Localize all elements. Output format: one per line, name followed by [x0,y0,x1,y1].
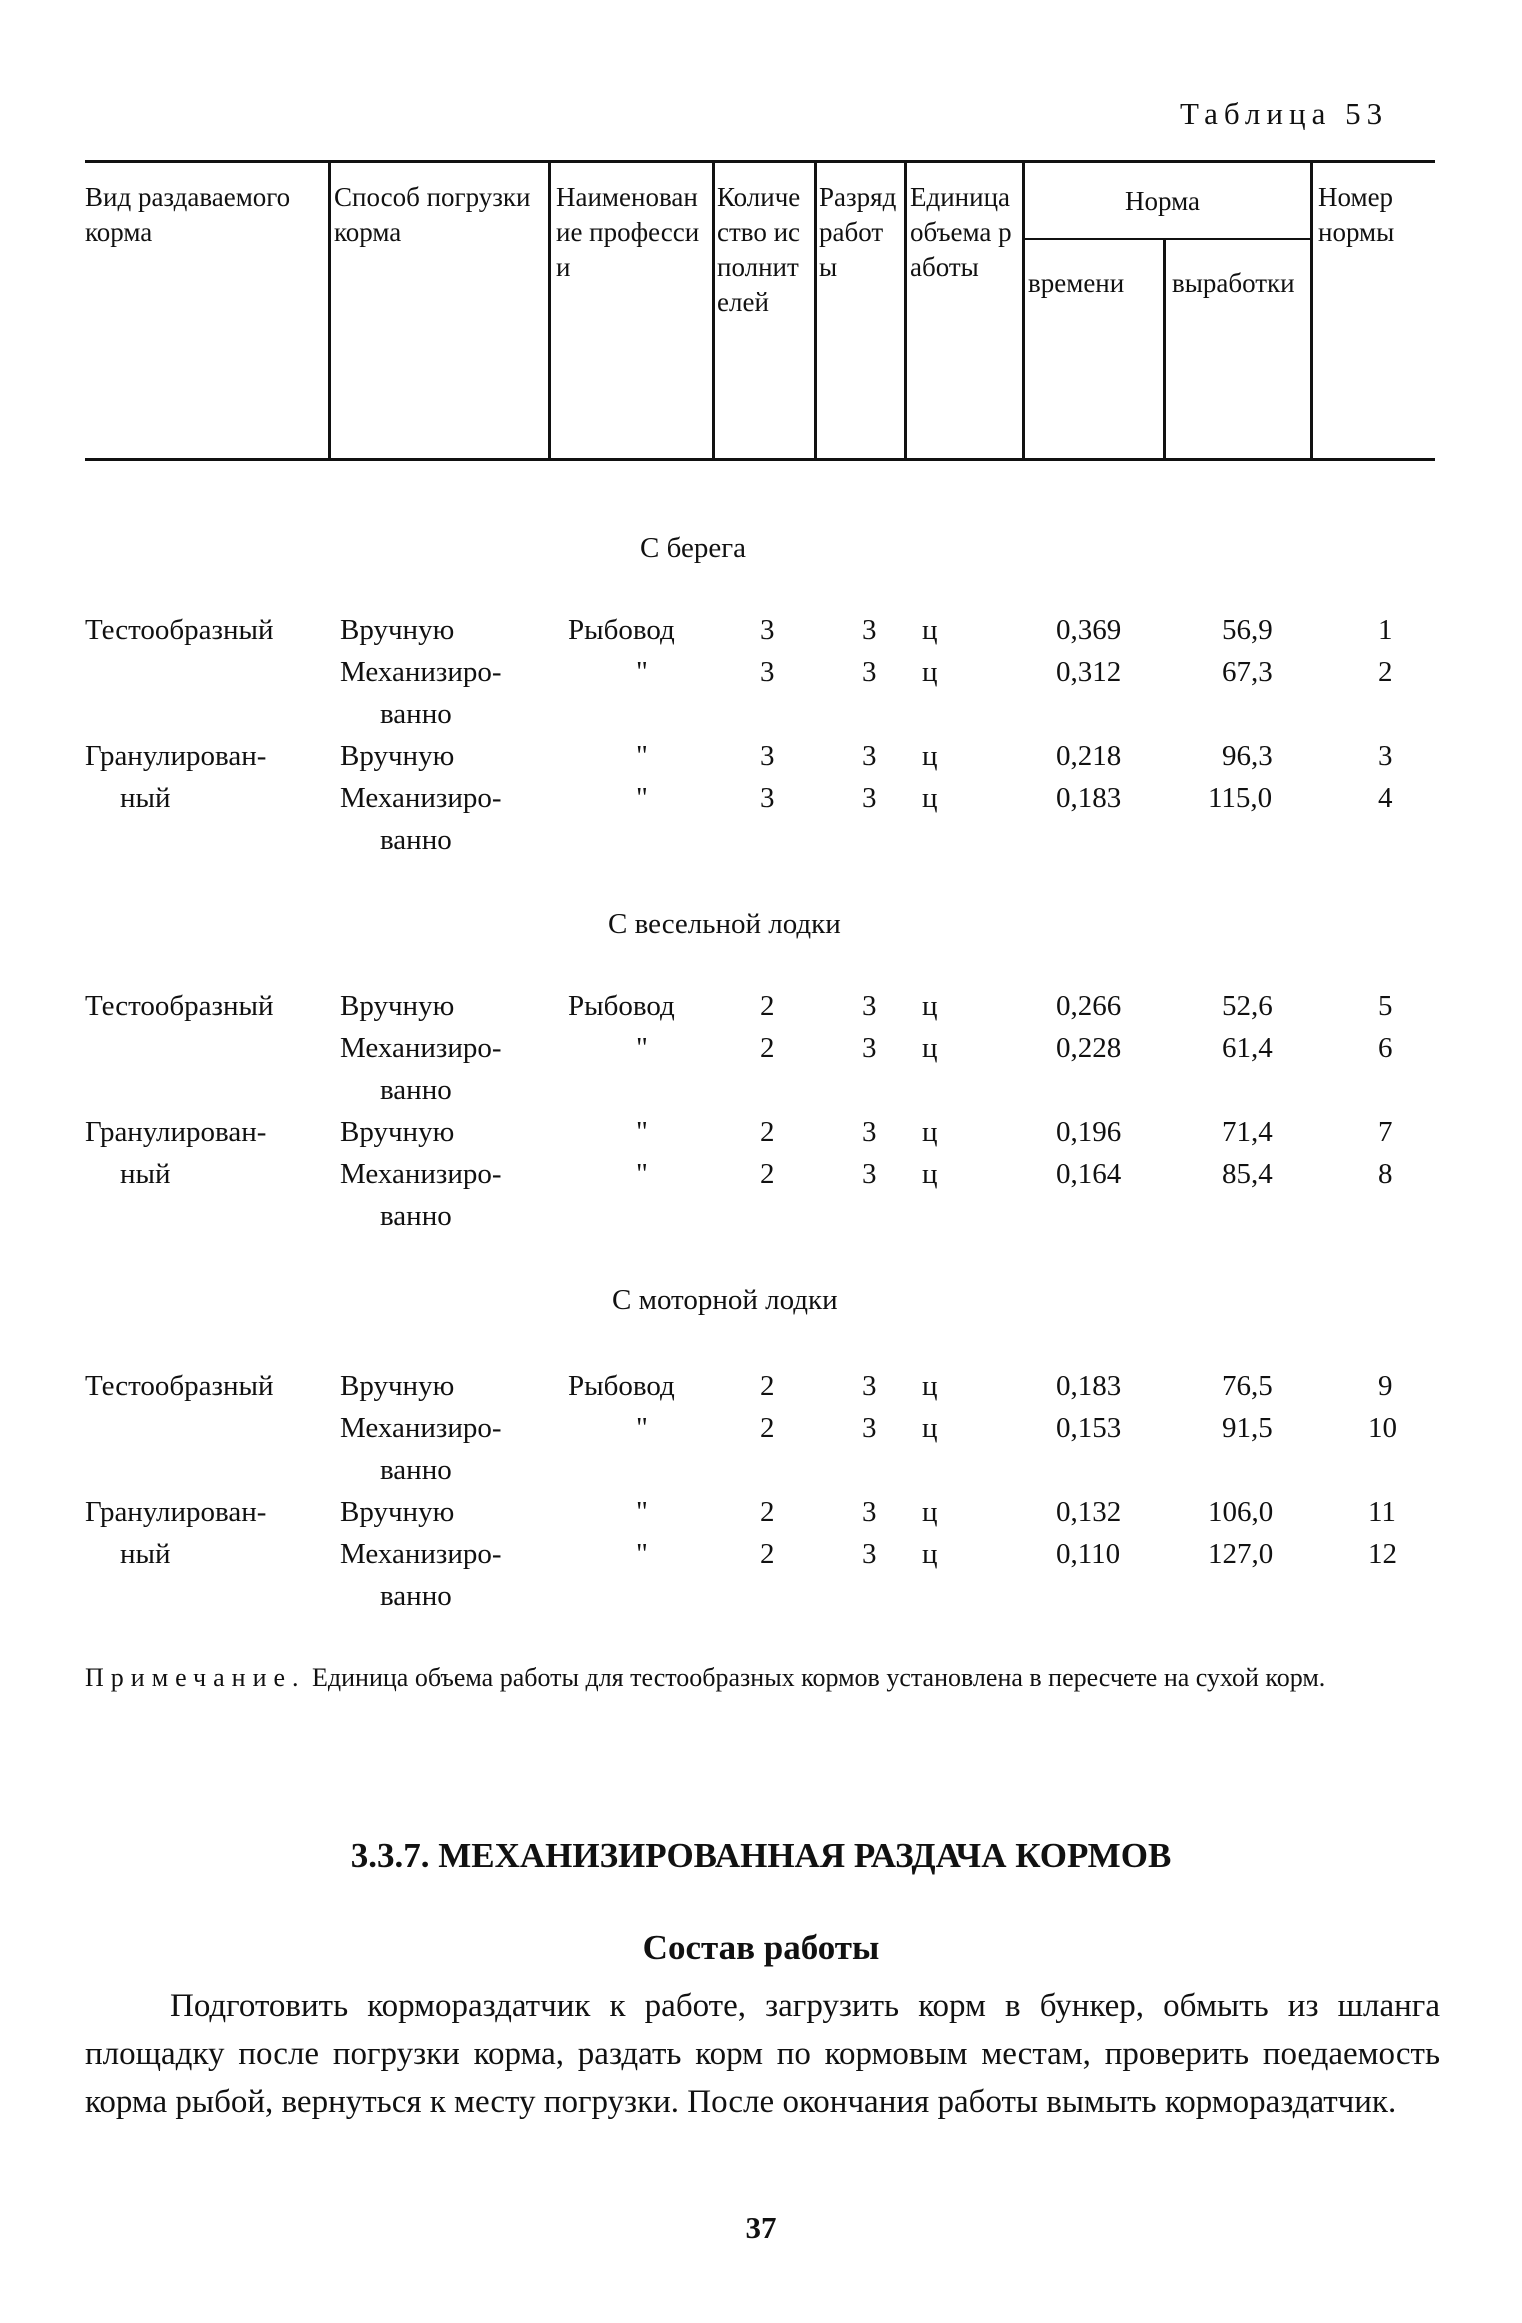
cell-method: Вручную [340,990,455,1022]
cell-count: 3 [760,740,775,772]
cell-output: 106,0 [1208,1496,1274,1528]
cell-grade: 3 [862,1370,877,1402]
cell-method: Вручную [340,1116,455,1148]
cell-feed: Гранулирован- [85,1116,267,1148]
header-count: Количество исполнителей [717,182,801,317]
cell-norm-no: 7 [1378,1116,1393,1148]
cell-output: 56,9 [1222,614,1273,646]
header-load-method: Способ погрузки корма [334,182,531,247]
cell-grade: 3 [862,1412,877,1444]
cell-count: 2 [760,990,775,1022]
cell-prof: " [636,1032,648,1064]
cell-method: Механизиро- [340,1538,502,1570]
cell-unit: ц [922,990,938,1022]
table-note [85,1658,1440,1698]
cell-unit: ц [922,740,938,772]
header-top-rule [85,160,1435,163]
cell-output: 76,5 [1222,1370,1273,1402]
cell-count: 2 [760,1032,775,1064]
section-title: С весельной лодки [608,908,841,940]
table-label: Таблица 53 [1180,96,1389,131]
cell-prof: " [636,1116,648,1148]
cell-prof: Рыбовод [568,614,675,646]
cell-prof: " [636,656,648,688]
cell-time: 0,266 [1056,990,1122,1022]
cell-prof: " [636,1496,648,1528]
cell-method-cont: ванно [380,824,452,856]
cell-norm-no: 1 [1378,614,1393,646]
cell-prof: " [636,782,648,814]
col-divider [1163,238,1166,460]
subheading: Состав работы [642,1928,880,1967]
cell-output: 96,3 [1222,740,1273,772]
section-title: С моторной лодки [612,1284,838,1316]
cell-feed: Гранулирован- [85,1496,267,1528]
cell-prof: " [636,1158,648,1190]
cell-norm-no: 5 [1378,990,1393,1022]
cell-output: 115,0 [1208,782,1273,814]
cell-prof: " [636,740,648,772]
cell-grade: 3 [862,990,877,1022]
cell-time: 0,312 [1056,656,1122,688]
cell-method: Вручную [340,1496,455,1528]
cell-time: 0,164 [1056,1158,1122,1190]
cell-count: 3 [760,656,775,688]
cell-prof: " [636,1538,648,1570]
cell-unit: ц [922,1496,938,1528]
cell-unit: ц [922,656,938,688]
cell-grade: 3 [862,1158,877,1190]
cell-unit: ц [922,782,938,814]
cell-method: Вручную [340,1370,455,1402]
cell-time: 0,228 [1056,1032,1122,1064]
cell-time: 0,132 [1056,1496,1122,1528]
cell-grade: 3 [862,614,877,646]
cell-prof: Рыбовод [568,1370,675,1402]
cell-time: 0,369 [1056,614,1122,646]
cell-method: Вручную [340,614,455,646]
cell-method-cont: ванно [380,1580,452,1612]
header-norm-output: выработки [1172,268,1295,298]
cell-feed: Гранулирован- [85,740,267,772]
cell-feed: Тестообразный [85,990,274,1022]
cell-count: 3 [760,782,775,814]
cell-unit: ц [922,1370,938,1402]
cell-grade: 3 [862,656,877,688]
cell-count: 2 [760,1538,775,1570]
cell-grade: 3 [862,740,877,772]
cell-grade: 3 [862,1496,877,1528]
cell-unit: ц [922,1116,938,1148]
chapter-heading: 3.3.7. МЕХАНИЗИРОВАННАЯ РАЗДАЧА КОРМОВ [350,1836,1172,1875]
cell-method: Механизиро- [340,1158,502,1190]
cell-norm-no: 3 [1378,740,1393,772]
cell-count: 2 [760,1158,775,1190]
cell-norm-no: 12 [1368,1538,1397,1570]
header-profession: Наименование профессии [556,182,700,282]
cell-unit: ц [922,1412,938,1444]
cell-time: 0,153 [1056,1412,1122,1444]
cell-method-cont: ванно [380,1074,452,1106]
cell-method-cont: ванно [380,698,452,730]
col-divider [814,160,817,460]
cell-unit: ц [922,614,938,646]
cell-method: Механизиро- [340,656,502,688]
cell-unit: ц [922,1538,938,1570]
cell-output: 85,4 [1222,1158,1273,1190]
cell-norm-no: 9 [1378,1370,1393,1402]
cell-unit: ц [922,1158,938,1190]
cell-norm-no: 8 [1378,1158,1393,1190]
body-paragraph: Подготовить кормораздатчик к работе, загрузить корм в бункер, обмыть из шланга площадку после погрузки корма, раздать корм по кормовым местам, проверить поедаемость корма рыбой, вернуться к месту погрузки. После окончания работы вымыть кормораздатчик. [85,1988,1440,2120]
cell-norm-no: 2 [1378,656,1393,688]
cell-count: 2 [760,1412,775,1444]
col-divider [328,160,331,460]
note-label: Примечание. [85,1663,306,1692]
cell-count: 2 [760,1370,775,1402]
cell-norm-no: 10 [1368,1412,1397,1444]
header-grade: Разряд работы [819,182,897,282]
cell-grade: 3 [862,1116,877,1148]
col-divider [1022,160,1025,460]
header-norm: Норма [1125,186,1200,216]
cell-grade: 3 [862,782,877,814]
cell-feed: Тестообразный [85,1370,274,1402]
header-norm-number: Номер нормы [1318,182,1395,247]
cell-method: Механизиро- [340,1412,502,1444]
cell-method: Механизиро- [340,782,502,814]
cell-count: 2 [760,1116,775,1148]
col-divider [712,160,715,460]
cell-time: 0,183 [1056,782,1122,814]
cell-output: 127,0 [1208,1538,1274,1570]
cell-output: 91,5 [1222,1412,1273,1444]
cell-norm-no: 11 [1368,1496,1396,1528]
cell-norm-no: 6 [1378,1032,1393,1064]
cell-output: 61,4 [1222,1032,1273,1064]
cell-unit: ц [922,1032,938,1064]
note-text: Единица объема работы для тестообразных кормов установлена в пересчете на сухой корм. [312,1663,1326,1692]
cell-prof: Рыбовод [568,990,675,1022]
norm-sub-rule [1022,238,1312,240]
cell-count: 3 [760,614,775,646]
cell-output: 71,4 [1222,1116,1273,1148]
cell-time: 0,218 [1056,740,1122,772]
cell-feed-cont: ный [120,1538,171,1570]
cell-method: Вручную [340,740,455,772]
cell-time: 0,183 [1056,1370,1122,1402]
header-unit: Единица объема работы [910,182,1012,282]
cell-output: 52,6 [1222,990,1273,1022]
header-norm-time: времени [1028,268,1125,298]
cell-feed-cont: ный [120,782,171,814]
page-number: 37 [745,2210,777,2245]
cell-grade: 3 [862,1032,877,1064]
cell-feed: Тестообразный [85,614,274,646]
cell-grade: 3 [862,1538,877,1570]
cell-method-cont: ванно [380,1200,452,1232]
cell-time: 0,110 [1056,1538,1121,1570]
cell-method: Механизиро- [340,1032,502,1064]
cell-feed-cont: ный [120,1158,171,1190]
col-divider [904,160,907,460]
cell-count: 2 [760,1496,775,1528]
section-title: С берега [640,532,746,564]
cell-output: 67,3 [1222,656,1273,688]
col-divider [548,160,551,460]
header-bottom-rule [85,458,1435,461]
col-divider [1310,160,1313,460]
cell-time: 0,196 [1056,1116,1122,1148]
header-feed-type: Вид раздаваемого корма [85,182,291,247]
cell-method-cont: ванно [380,1454,452,1486]
cell-norm-no: 4 [1378,782,1393,814]
cell-prof: " [636,1412,648,1444]
